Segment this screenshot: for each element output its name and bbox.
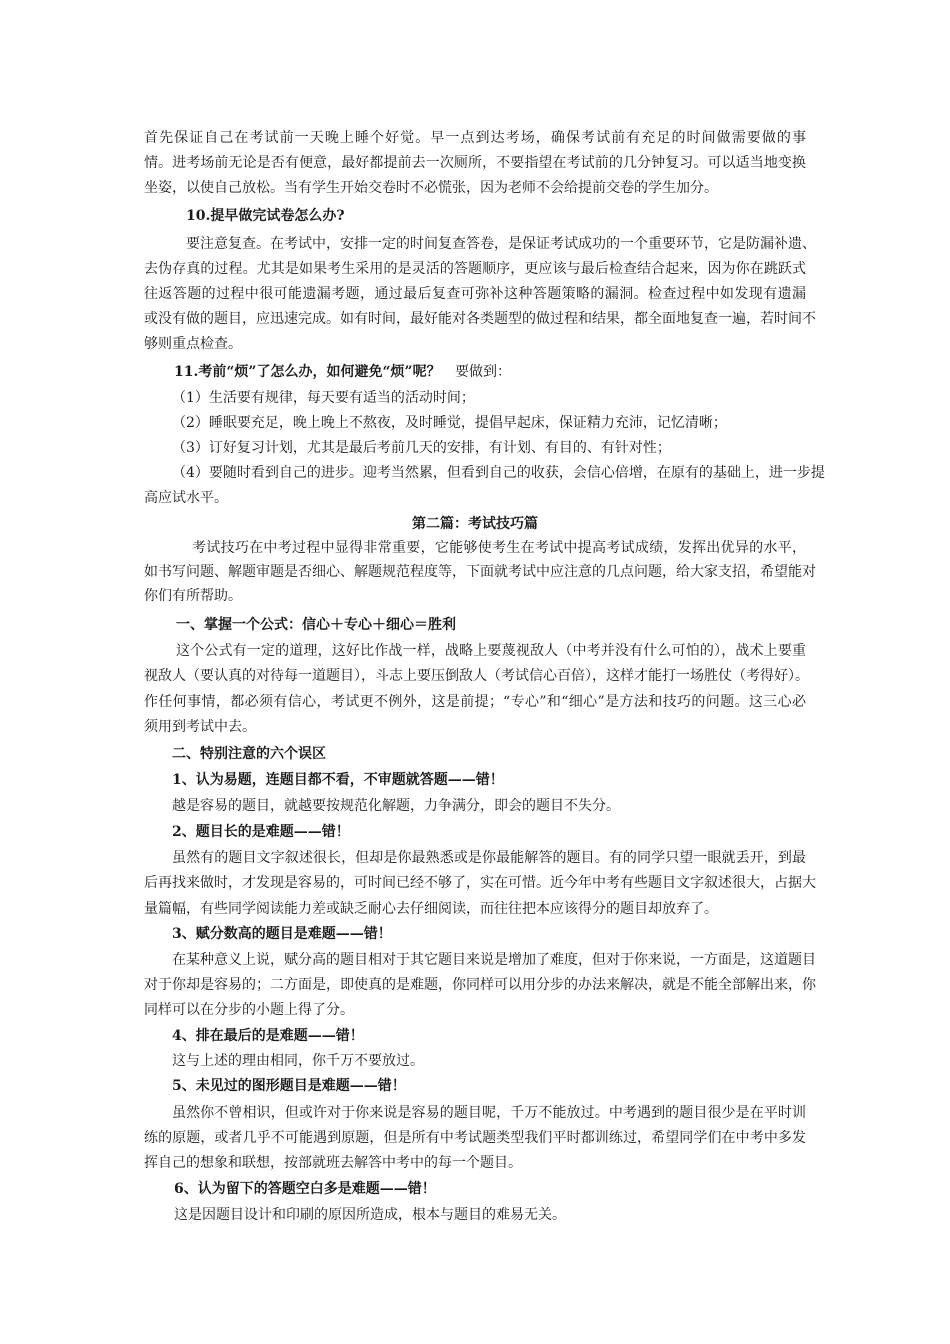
paragraph-line: 视敌人（要认真的对待每一道题目），斗志上要压倒敌人（考试信心百倍），这样才能打一场胜仗（考得好）。 xyxy=(144,668,809,684)
error-title: 2、题目长的是难题——错！ xyxy=(172,824,350,840)
question-title: 10.提早做完试卷怎么办? xyxy=(186,208,345,224)
error-title: 3、赋分数高的题目是难题——错！ xyxy=(172,926,392,942)
paragraph-line: 往返答题的过程中很可能遗漏考题，通过最后复查可弥补这种答题策略的漏洞。检查过程中如发现有遗漏 xyxy=(144,286,806,302)
question-suffix: 要做到： xyxy=(455,364,512,380)
paragraph-line: 练的原题，或者几乎不可能遇到原题，但是所有中考试题类型我们平时都训练过，希望同学们在中考中多发 xyxy=(144,1130,806,1146)
section-title: 第二篇：考试技巧篇 xyxy=(412,516,538,532)
paragraph-line: 这与上述的理由相同，你千万不要放过。 xyxy=(172,1053,424,1069)
error-title: 6、认为留下的答题空白多是难题——错！ xyxy=(174,1181,436,1197)
paragraph-line: 或没有做的题目，应迅速完成。如有时间，最好能对各类题型的做过程和结果，都全面地复查一遍，若时间不 xyxy=(144,311,816,327)
question-title: 11.考前“烦”了怎么办，如何避免“烦”呢？ xyxy=(174,364,441,380)
paragraph-line: 在某种意义上说，赋分高的题目相对于其它题目来说是增加了难度，但对于你来说，一方面是，这道题目 xyxy=(172,952,816,968)
paragraph-line: 考试技巧在中考过程中显得非常重要，它能够使考生在考试中提高考试成绩，发挥出优异的水平， xyxy=(192,540,806,556)
paragraph-line: 后再找来做时，才发现是容易的，可时间已经不够了，实在可惜。近今年中考有些题目文字叙述很大，占据大 xyxy=(144,875,816,891)
paragraph-line: 要注意复查。在考试中，安排一定的时间复查答卷，是保证考试成功的一个重要环节，它是防漏补遗、 xyxy=(186,236,816,252)
paragraph-line: 对于你却是容易的；二方面是，即使真的是难题，你同样可以用分步的办法来解决，就是不能全部解出来，你 xyxy=(144,977,816,993)
error-title: 4、排在最后的是难题——错！ xyxy=(172,1028,364,1044)
list-item: （2）睡眠要充足，晚上晚上不熬夜，及时睡觉，提倡早起床，保证精力充沛，记忆清晰； xyxy=(172,415,727,431)
paragraph-line: 这是因题目设计和印刷的原因所造成，根本与题目的难易无关。 xyxy=(174,1207,566,1223)
paragraph-line: 量篇幅，有些同学阅读能力差或缺乏耐心去仔细阅读，而往往把本应该得分的题目却放弃了。 xyxy=(144,901,718,917)
paragraph-line: 情。进考场前无论是否有便意，最好都提前去一次厕所，不要指望在考试前的几分钟复习。可以适当地变换 xyxy=(144,155,806,171)
paragraph-line: 这个公式有一定的道理，这好比作战一样，战略上要蔑视敌人（中考并没有什么可怕的），战术上要重 xyxy=(176,643,806,659)
paragraph-line: 虽然有的题目文字叙述很长，但却是你最熟悉或是你最能解答的题目。有的同学只望一眼就丢开，到最 xyxy=(172,850,806,866)
list-item-continuation: 高应试水平。 xyxy=(144,490,228,506)
paragraph-line: 去伪存真的过程。尤其是如果考生采用的是灵活的答题顺序，更应该与最后检查结合起来，因为你在跳跃式 xyxy=(144,261,806,277)
paragraph-line: 你们有所帮助。 xyxy=(144,588,242,604)
list-item: （3）订好复习计划，尤其是最后考前几天的安排，有计划、有目的、有针对性； xyxy=(172,440,671,456)
paragraph-line: 须用到考试中去。 xyxy=(144,719,256,735)
error-title: 1、认为易题，连题目都不看，不审题就答题——错！ xyxy=(172,772,504,788)
paragraph-line: 作任何事情，都必须有信心，考试更不例外，这是前提；“专心”和“细心”是方法和技巧的问题。这三心必 xyxy=(144,694,806,710)
question-heading-line xyxy=(174,363,511,381)
paragraph-line: 坐姿，以使自己放松。当有学生开始交卷时不必慌张，因为老师不会给提前交卷的学生加分。 xyxy=(144,180,718,196)
paragraph-line: 如书写问题、解题审题是否细心、解题规范程度等，下面就考试中应注意的几点问题，给大家支招，希望能对 xyxy=(144,564,816,580)
paragraph-line: 虽然你不曾相识，但或许对于你来说是容易的题目呢，千万不能放过。中考遇到的题目很少是在平时训 xyxy=(172,1105,806,1121)
paragraph-line: 同样可以在分步的小题上得了分。 xyxy=(144,1002,354,1018)
list-item: （4）要随时看到自己的进步。迎考当然累，但看到自己的收获，会信心倍增，在原有的基础上，进一步提 xyxy=(172,465,825,481)
list-item: （1）生活要有规律，每天要有适当的活动时间； xyxy=(172,390,475,406)
subsection-title: 一、掌握一个公式：信心＋专心＋细心＝胜利 xyxy=(176,617,456,633)
subsection-title: 二、特别注意的六个误区 xyxy=(172,746,326,762)
paragraph-line: 越是容易的题目，就越要按规范化解题，力争满分，即会的题目不失分。 xyxy=(172,798,620,814)
paragraph-line: 够则重点检查。 xyxy=(144,336,242,352)
error-title: 5、未见过的图形题目是难题——错！ xyxy=(172,1078,406,1094)
paragraph-line: 首先保证自己在考试前一天晚上睡个好觉。早一点到达考场，确保考试前有充足的时间做需要做的事 xyxy=(144,130,806,146)
paragraph-line: 挥自己的想象和联想，按部就班去解答中考中的每一个题目。 xyxy=(144,1155,522,1171)
